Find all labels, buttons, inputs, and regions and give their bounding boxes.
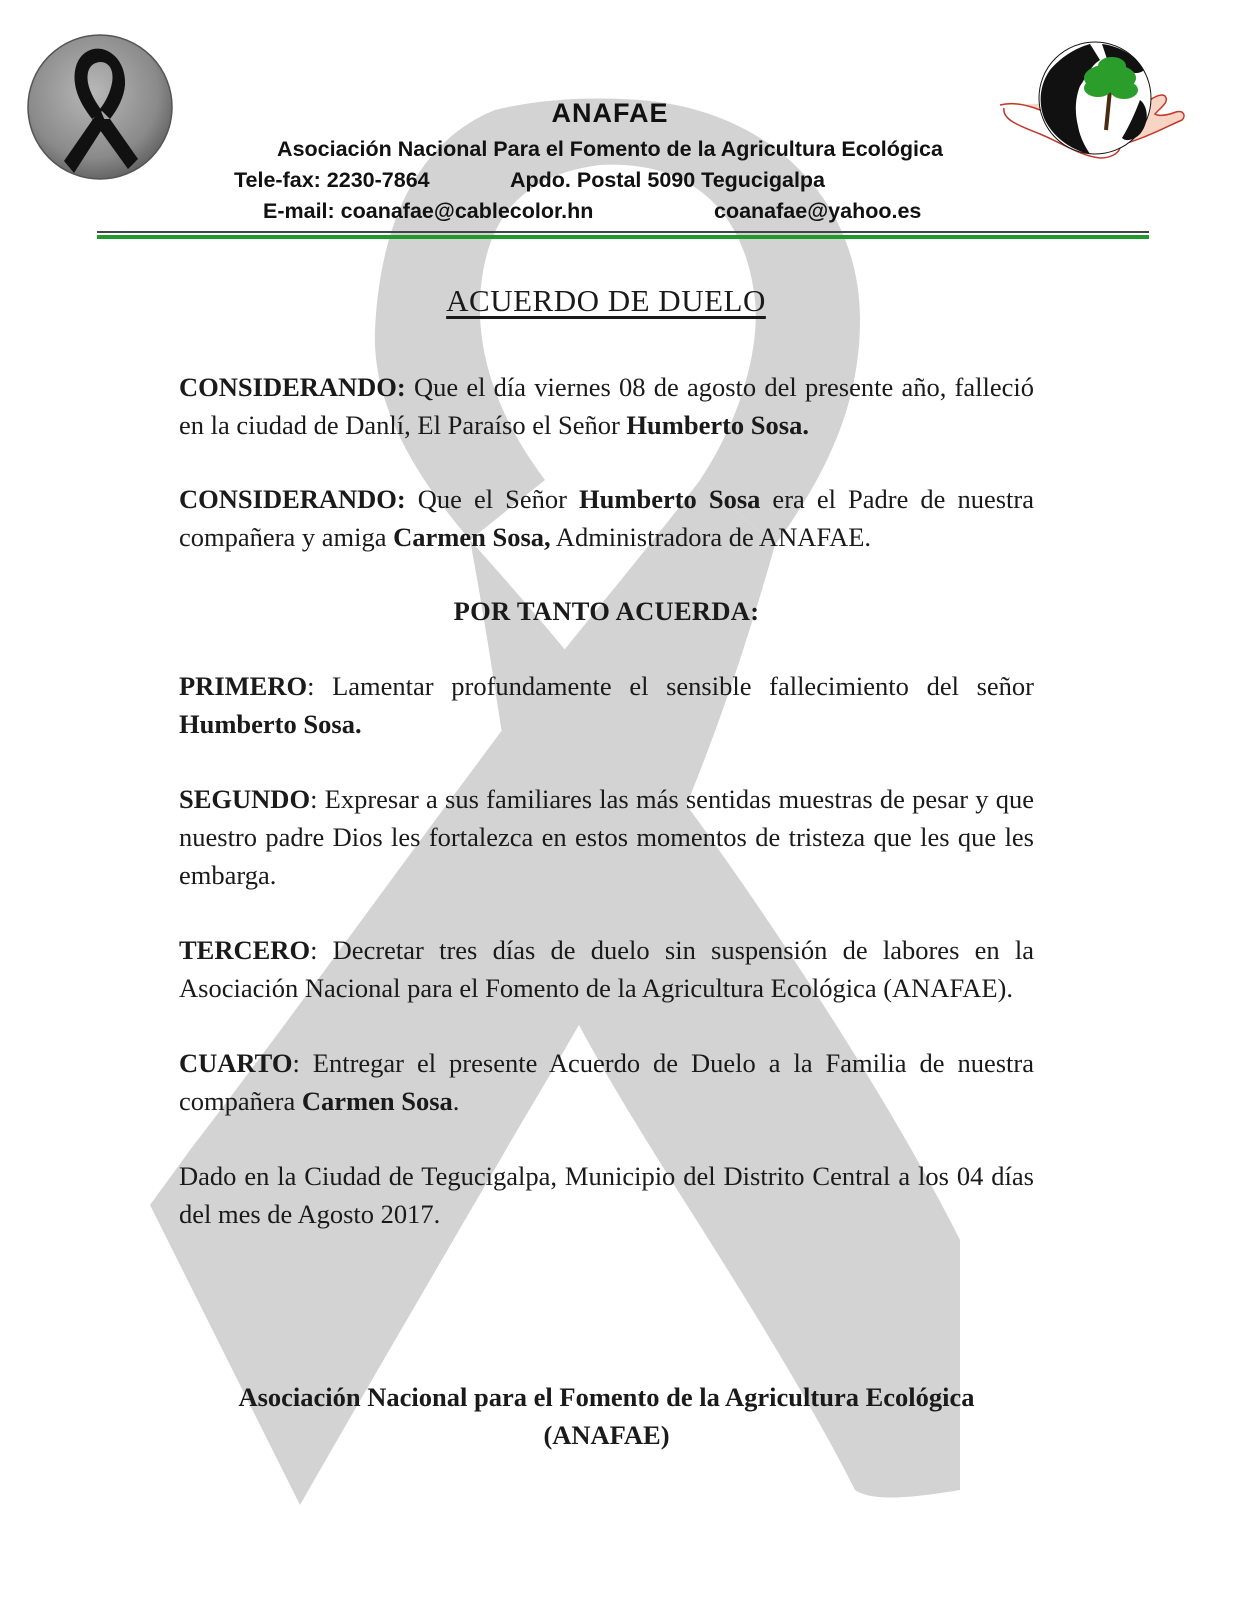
- header-divider-dark: [97, 231, 1149, 233]
- contact-line-2: [263, 199, 1020, 224]
- dado-en: Dado en la Ciudad de Tegucigalpa, Municipio del Distrito Central a los 04 días del mes de Agosto 2017.: [179, 1161, 1034, 1229]
- globe-tree-hands-logo-icon: [990, 30, 1190, 170]
- tercero-label: TERCERO: [179, 935, 311, 965]
- letterhead: [200, 98, 1020, 224]
- considerando-2-name-2: Carmen Sosa,: [393, 522, 551, 552]
- considerando-2-text-1: Que el Señor: [405, 484, 580, 514]
- document-title: ACUERDO DE DUELO: [446, 283, 766, 318]
- considerando-1-label: CONSIDERANDO:: [179, 372, 406, 402]
- considerando-1-name: Humberto Sosa.: [626, 410, 809, 440]
- primero-text: : Lamentar profundamente el sensible fallecimiento del señor: [307, 671, 1034, 701]
- postal-address: Apdo. Postal 5090 Tegucigalpa: [510, 168, 826, 192]
- primero-name: Humberto Sosa.: [179, 709, 362, 739]
- cuarto-label: CUARTO: [179, 1048, 293, 1078]
- cuarto: [179, 1044, 1034, 1120]
- considerando-2-name-1: Humberto Sosa: [579, 484, 761, 514]
- segundo-label: SEGUNDO: [179, 784, 311, 814]
- signature-block: [150, 1378, 1063, 1454]
- tercero: [179, 931, 1034, 1007]
- considerando-2-text-3: Administradora de ANAFAE.: [550, 522, 872, 552]
- email-primary: E-mail: coanafae@cablecolor.hn: [263, 199, 594, 223]
- primero: [179, 667, 1034, 743]
- cuarto-name: Carmen Sosa: [301, 1086, 453, 1116]
- document-body: [179, 368, 1034, 1233]
- telefax: Tele-fax: 2230-7864: [234, 168, 430, 192]
- primero-label: PRIMERO: [179, 671, 308, 701]
- org-full-name: Asociación Nacional Para el Fomento de la Agricultura Ecológica: [277, 137, 943, 161]
- footer-org-name: Asociación Nacional para el Fomento de la Agricultura Ecológica: [238, 1382, 975, 1412]
- segundo-text: : Expresar a sus familiares las más sentidas muestras de pesar y que nuestro padre Dios les fortalezca en estos momentos de tristeza que les que les embarga.: [179, 784, 1034, 890]
- cuarto-text: : Entregar el presente Acuerdo de Duelo a la Familia de nuestra compañera: [179, 1048, 1034, 1116]
- contact-line-1: [234, 168, 1020, 193]
- org-short-name: ANAFAE: [551, 98, 669, 128]
- mourning-ribbon-logo-icon: [26, 33, 174, 181]
- considerando-2-label: CONSIDERANDO:: [179, 484, 406, 514]
- considerando-1: [179, 368, 1034, 444]
- cuarto-end: .: [452, 1086, 460, 1116]
- considerando-2: [179, 480, 1034, 556]
- considerando-1-text: Que el día viernes 08 de agosto del presente año, falleció en la ciudad de Danlí, El Paraíso el Señor: [179, 372, 1034, 440]
- segundo: [179, 780, 1034, 894]
- considerando-2-text-2: era el Padre de nuestra compañera y amiga: [179, 484, 1034, 552]
- por-tanto-heading: POR TANTO ACUERDA:: [453, 596, 760, 626]
- tercero-text: : Decretar tres días de duelo sin suspensión de labores en la Asociación Nacional para el Fomento de la Agricultura Ecológica (ANAFAE).: [179, 935, 1034, 1003]
- email-secondary: coanafae@yahoo.es: [714, 199, 922, 223]
- header-divider-green: [97, 235, 1149, 239]
- footer-org-acronym: (ANAFAE): [543, 1420, 670, 1450]
